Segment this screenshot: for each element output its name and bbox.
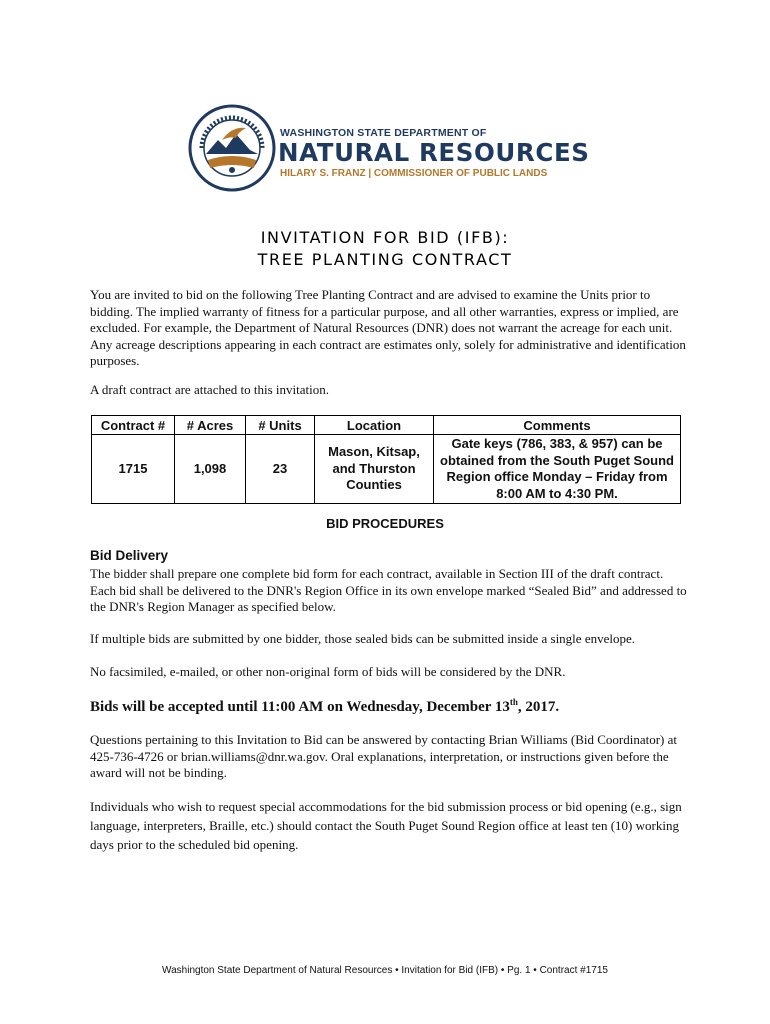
deadline-ordinal: th xyxy=(509,697,518,707)
bid-delivery-heading: Bid Delivery xyxy=(90,548,169,563)
doc-title-line-1: INVITATION FOR BID (IFB): xyxy=(260,228,510,247)
deadline-year: , 2017. xyxy=(517,699,560,715)
agency-line-1: WASHINGTON STATE DEPARTMENT OF xyxy=(280,127,487,139)
bid-deadline xyxy=(90,697,559,716)
multiple-bids-paragraph: If multiple bids are submitted by one bidder, those sealed bids can be submitted inside a single envelope. xyxy=(90,631,635,646)
questions-paragraph: Questions pertaining to this Invitation to Bid can be answered by contacting Brian Williams (Bid Coordinator) at 425-736-4726 or brian.williams@dnr.wa.gov. Oral explanations, interpretation, or instructions given before the award will not be binding. xyxy=(90,732,678,780)
deadline-text: Bids will be accepted until 11:00 AM on Wednesday, December 13 xyxy=(90,699,510,715)
header-contract: Contract # xyxy=(92,416,175,435)
cell-contract: 1715 xyxy=(92,435,175,504)
bid-procedures-heading: BID PROCEDURES xyxy=(326,516,444,531)
dnr-seal-icon xyxy=(188,104,276,192)
accommodations-paragraph: Individuals who wish to request special accommodations for the bid submission process or bid opening (e.g., sign language, interpreters, Braille, etc.) should contact the South Puget Sound Region office at least ten (10) working days prior to the scheduled bid opening. xyxy=(90,799,682,852)
cell-location: Mason, Kitsap, and Thurston Counties xyxy=(315,435,434,504)
page-footer: Washington State Department of Natural Resources • Invitation for Bid (IFB) • Pg. 1 • Contract #1715 xyxy=(162,965,608,976)
dnr-logo xyxy=(188,104,588,194)
intro-paragraph: You are invited to bid on the following Tree Planting Contract and are advised to examine the Units prior to bidding. The implied warranty of fitness for a particular purpose, and all other warranties, express or implied, are excluded. For example, the Department of Natural Resources (DNR) does not warrant the acreage for each unit. Any acreage descriptions appearing in each contract are estimates only, solely for administrative and identification purposes. xyxy=(90,287,686,368)
header-comments: Comments xyxy=(434,416,681,435)
header-acres: # Acres xyxy=(175,416,246,435)
draft-note: A draft contract are attached to this invitation. xyxy=(90,382,329,397)
agency-line-2: NATURAL RESOURCES xyxy=(278,138,590,167)
agency-line-3: HILARY S. FRANZ | COMMISSIONER OF PUBLIC LANDS xyxy=(280,168,548,179)
header-units: # Units xyxy=(246,416,315,435)
no-fax-paragraph: No facsimiled, e-mailed, or other non-original form of bids will be considered by the DNR. xyxy=(90,664,566,679)
table-header-row xyxy=(92,416,681,435)
doc-title-line-2: TREE PLANTING CONTRACT xyxy=(257,250,513,269)
bid-delivery-paragraph: The bidder shall prepare one complete bid form for each contract, available in Section III of the draft contract. Each bid shall be delivered to the DNR's Region Office in its own envelope marked “Sealed Bid” and addressed to the DNR's Region Manager as specified below. xyxy=(90,566,687,614)
contract-table xyxy=(91,415,681,504)
cell-acres: 1,098 xyxy=(175,435,246,504)
header-location: Location xyxy=(315,416,434,435)
cell-units: 23 xyxy=(246,435,315,504)
table-row xyxy=(92,435,681,504)
cell-comments: Gate keys (786, 383, & 957) can be obtained from the South Puget Sound Region office Monday – Friday from 8:00 AM to 4:30 PM. xyxy=(434,435,681,504)
